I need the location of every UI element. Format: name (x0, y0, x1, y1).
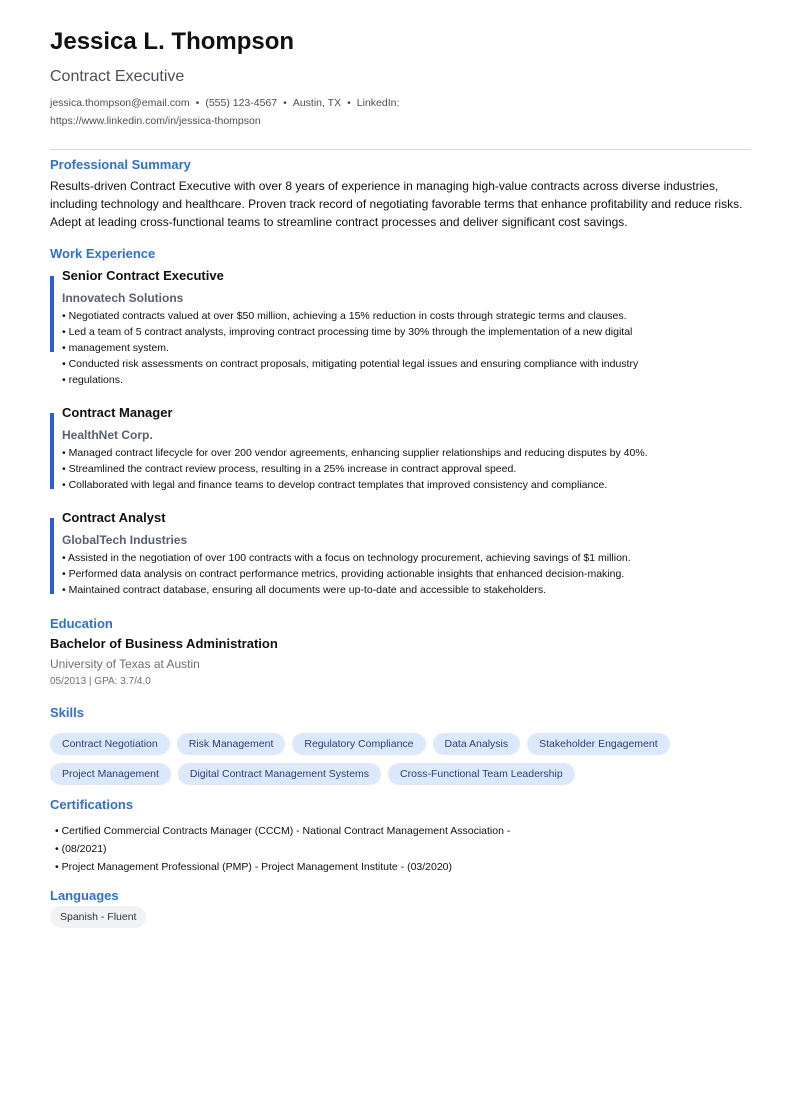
summary-text: Results-driven Contract Executive with over 8 years of experience in managing high-value contracts across diverse industries, including technology and healthcare. Proven track record of negotiating favorable terms that enhance profitability and reduce risks. Adept at leading cross-functional teams to streamline contract processes and deliver significant cost savings. (50, 179, 743, 229)
candidate-name: Jessica L. Thompson (50, 28, 295, 55)
company-name: Innovatech Solutions (62, 291, 184, 305)
section-heading-experience: Work Experience (50, 246, 156, 261)
section-heading-skills: Skills (50, 705, 84, 720)
skills-list (50, 733, 750, 785)
certification-item: • Certified Commercial Contracts Manager (CCCM) - National Contract Management Association - (55, 825, 511, 837)
job-accent-bar (50, 518, 54, 594)
skill-tag: Stakeholder Engagement (527, 733, 670, 755)
section-heading-education: Education (50, 616, 113, 631)
job-bullets (62, 445, 751, 493)
certifications-list (50, 822, 751, 876)
linkedin-link[interactable]: https://www.linkedin.com/in/jessica-thompson (50, 115, 261, 127)
section-heading-summary: Professional Summary (50, 157, 191, 172)
separator: • (195, 97, 200, 109)
email-link[interactable]: jessica.thompson@email.com (50, 97, 190, 109)
section-heading-languages: Languages (50, 888, 119, 903)
skill-tag: Project Management (50, 763, 171, 785)
certification-item: • Project Management Professional (PMP) - Project Management Institute - (03/2020) (55, 861, 453, 873)
location: Austin, TX (292, 97, 342, 109)
job-bullet: • Performed data analysis on contract performance metrics, providing actionable insights that enhanced decision-making. (62, 568, 625, 580)
job-bullets (62, 308, 751, 388)
job-bullet: • Assisted in the negotiation of over 100 contracts with a focus on technology procurement, achieving savings of $1 million. (62, 552, 631, 564)
job-accent-bar (50, 276, 54, 352)
company-name: HealthNet Corp. (62, 428, 153, 442)
job-accent-bar (50, 413, 54, 489)
job-bullet: • management system. (62, 342, 169, 354)
skill-tag: Digital Contract Management Systems (178, 763, 381, 785)
job-bullet: • Streamlined the contract review process, resulting in a 25% increase in contract approval speed. (62, 463, 517, 475)
degree-name: Bachelor of Business Administration (50, 636, 278, 651)
section-heading-certifications: Certifications (50, 797, 134, 812)
job-entry (50, 268, 751, 388)
education-date-gpa: 05/2013 | GPA: 3.7/4.0 (50, 676, 151, 687)
languages-list (50, 906, 750, 928)
job-bullet: • Managed contract lifecycle for over 200 vendor agreements, enhancing supplier relationships and reducing disputes by 40%. (62, 447, 648, 459)
separator: • (283, 97, 287, 109)
skill-tag: Regulatory Compliance (292, 733, 425, 755)
skill-tag: Cross-Functional Team Leadership (388, 763, 575, 785)
separator: • (347, 97, 351, 109)
job-title: Contract Manager (62, 405, 173, 420)
header-divider (50, 149, 751, 150)
contact-line (50, 94, 410, 130)
phone-number: (555) 123-4567 (205, 97, 278, 109)
skill-tag: Risk Management (177, 733, 286, 755)
company-name: GlobalTech Industries (62, 533, 188, 547)
certification-item: • (08/2021) (55, 843, 107, 855)
job-bullet: • Conducted risk assessments on contract proposals, mitigating potential legal issues and ensuring compliance with industry (62, 358, 639, 370)
job-title: Contract Analyst (62, 510, 166, 525)
job-bullet: • Maintained contract database, ensuring all documents were up-to-date and accessible to stakeholders. (62, 584, 547, 596)
job-bullet: • Led a team of 5 contract analysts, improving contract processing time by 30% through the implementation of a new digital (62, 326, 633, 338)
skill-tag: Contract Negotiation (50, 733, 170, 755)
job-entry (50, 510, 751, 598)
linkedin-label: LinkedIn: (356, 97, 400, 109)
language-tag: Spanish - Fluent (50, 906, 146, 928)
job-bullet: • Collaborated with legal and finance teams to develop contract templates that improved consistency and compliance. (62, 479, 608, 491)
job-bullets (62, 550, 751, 598)
job-bullet: • regulations. (62, 374, 123, 386)
job-bullet: • Negotiated contracts valued at over $50 million, achieving a 15% reduction in costs through strategic terms and clauses. (62, 310, 627, 322)
school-name: University of Texas at Austin (50, 657, 200, 671)
skill-tag: Data Analysis (433, 733, 521, 755)
job-entry (50, 405, 751, 493)
job-title-headline: Contract Executive (50, 68, 185, 85)
job-title: Senior Contract Executive (62, 268, 224, 283)
